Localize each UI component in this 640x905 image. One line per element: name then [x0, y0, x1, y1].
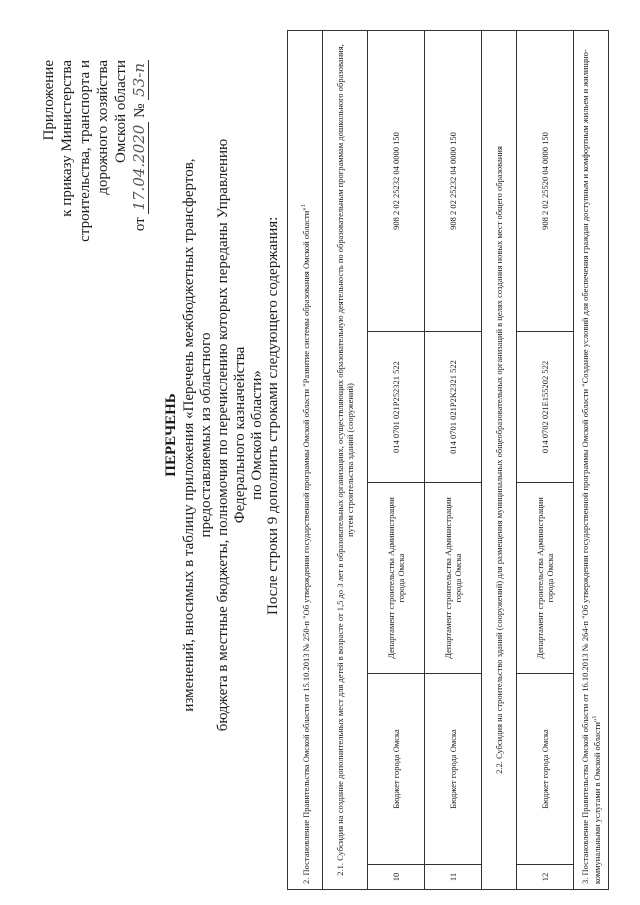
table-row — [368, 31, 425, 890]
footnote-mark: 1 — [592, 715, 599, 719]
appendix-header — [40, 60, 149, 242]
handwritten-number: 53-п — [130, 60, 149, 100]
section-row — [482, 31, 517, 890]
section-2-cell — [288, 31, 323, 890]
recipient-cell: Департамент строительства Администрации города Омска — [425, 483, 482, 674]
section-3-text: 3. Постановление Правительства Омской области от 16.10.2013 № 264-п "Об утверждении государственной программы Омской области "Создание условий для обеспечения граждан доступным и комфортным жильем и жилищно-коммунальными услугами в Омской области" — [580, 49, 602, 884]
section-row — [323, 31, 368, 890]
expense-code-cell: 014 0701 021P2K2321 522 — [425, 332, 482, 483]
recipient-cell: Департамент строительства Администрации города Омска — [517, 483, 574, 674]
revenue-code-cell: 908 2 02 25232 04 0000 150 — [368, 31, 425, 332]
appendix-line: к приказу Министерства — [59, 60, 75, 217]
intro-text: После строки 9 дополнить строками следующего содержания: — [265, 216, 281, 615]
transfers-table — [287, 30, 609, 890]
title-line: по Омской области» — [249, 370, 265, 500]
row-number: 11 — [425, 865, 482, 890]
number-prefix: № — [132, 103, 148, 118]
row-number: 12 — [517, 865, 574, 890]
title-line: изменений, вносимых в таблицу приложения «Перечень межбюджетных трансфертов, предоставляемых из областного — [181, 158, 214, 712]
section-3-cell — [574, 31, 609, 890]
row-number: 10 — [368, 865, 425, 890]
section-2-text: 2. Постановление Правительства Омской области от 15.10.2013 № 250-п "Об утверждении государственной программы Омской области "Развитие системы образования Омской области" — [300, 207, 311, 884]
budget-cell: Бюджет города Омска — [425, 674, 482, 865]
table-row — [425, 31, 482, 890]
title-heading: ПЕРЕЧЕНЬ — [163, 393, 179, 477]
expense-code-cell: 014 0701 021P252321 522 — [368, 332, 425, 483]
table-row — [517, 31, 574, 890]
appendix-line: Омской области — [113, 60, 129, 163]
budget-cell: Бюджет города Омска — [517, 674, 574, 865]
handwritten-date: 17.04.2020 — [130, 122, 149, 214]
date-prefix: от — [132, 217, 148, 232]
section-2-1-cell: 2.1. Субсидия на создание дополнительных мест для детей в возрасте от 1,5 до 3 лет в образовательных организациях, осуществляющих образовательную деятельность по образовательным программам дошкольного образования, путем строительства зданий (сооружений) — [323, 31, 368, 890]
appendix-line: Приложение — [41, 60, 57, 141]
footnote-mark: 1 — [301, 204, 308, 208]
section-row — [288, 31, 323, 890]
title-line: бюджета в местные бюджеты, полномочия по перечислению которых переданы Управлению Федерального казначейства — [215, 138, 248, 732]
document-title — [163, 135, 266, 735]
order-date-line — [130, 60, 149, 242]
section-row — [574, 31, 609, 890]
revenue-code-cell: 908 2 02 25232 04 0000 150 — [425, 31, 482, 332]
recipient-cell: Департамент строительства Администрации города Омска — [368, 483, 425, 674]
revenue-code-cell: 908 2 02 25520 04 0000 150 — [517, 31, 574, 332]
budget-cell: Бюджет города Омска — [368, 674, 425, 865]
expense-code-cell: 014 0702 021E155202 522 — [517, 332, 574, 483]
section-2-2-cell: 2.2. Субсидия на строительство зданий (сооружений) для размещения муниципальных общеобразовательных организаций в целях создания новых мест общего образования — [482, 31, 517, 890]
appendix-line: строительства, транспорта и — [77, 60, 93, 242]
appendix-line: дорожного хозяйства — [95, 60, 111, 195]
